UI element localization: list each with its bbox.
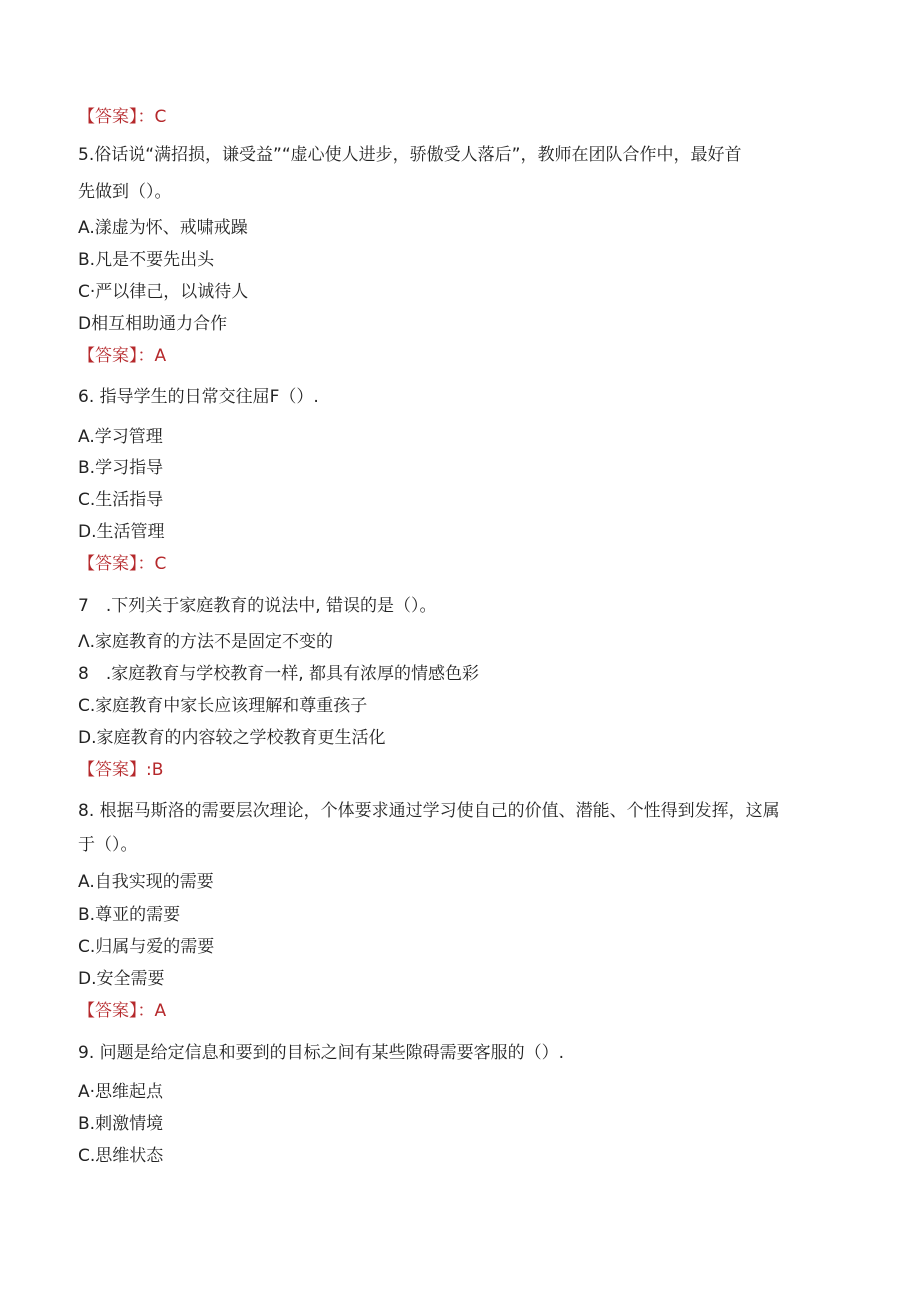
- answer-line: 【答案】：C: [78, 554, 167, 574]
- question-7-option-d: D.家庭教育的内容较之学校教育更生活化: [78, 728, 386, 748]
- question-5-option-a: A.漾虚为怀、戒啸戒躁: [78, 218, 248, 238]
- question-6-option-c: C.生活指导: [78, 490, 164, 510]
- question-6-option-b: B.学习指导: [78, 458, 164, 478]
- question-8-line-1: 8. 根据马斯洛的需要层次理论，个体要求通过学习使自己的价值、潜能、个性得到发挥，这属: [78, 801, 780, 821]
- question-9: 9. 问题是给定信息和要到的目标之间有某些隙碍需要客服的（）.: [78, 1043, 565, 1063]
- question-5-line-2: 先做到（）。: [78, 182, 172, 202]
- question-7-option-c: C.家庭教育中家长应该理解和尊重孩子: [78, 696, 368, 716]
- question-8-option-b: B.尊亚的需要: [78, 905, 181, 925]
- question-9-option-a: A·思维起点: [78, 1082, 164, 1102]
- answer-line: 【答案】：C: [78, 107, 167, 127]
- question-6: 6. 指导学生的日常交往屈F（）.: [78, 387, 319, 407]
- question-9-option-b: B.刺激情境: [78, 1114, 164, 1134]
- question-8-option-c: C.归属与爱的需要: [78, 937, 215, 957]
- question-5-option-c: C·严以律己，以诚待人: [78, 282, 249, 302]
- question-8-option-a: A.自我实现的需要: [78, 872, 214, 892]
- question-7-option-b: 8 .家庭教育与学校教育一样, 都具有浓厚的情感色彩: [78, 664, 480, 684]
- question-9-option-c: C.思维状态: [78, 1146, 164, 1166]
- question-8-line-2: 于（）。: [78, 835, 138, 855]
- question-5-option-b: B.凡是不要先出头: [78, 250, 215, 270]
- question-6-option-a: A.学习管理: [78, 427, 163, 447]
- answer-line: 【答案】：A: [78, 346, 167, 366]
- answer-line: 【答案】：A: [78, 1001, 167, 1021]
- question-6-option-d: D.生活管理: [78, 522, 165, 542]
- question-8-option-d: D.安全需要: [78, 969, 165, 989]
- question-5-option-d: D相互相助通力合作: [78, 314, 228, 334]
- question-5-line-1: 5.俗话说“满招损，谦受益”“虚心使人进步，骄傲受人落后”，教师在团队合作中，最好首: [78, 145, 742, 165]
- question-7: 7 .下列关于家庭教育的说法中, 错误的是（）。: [78, 596, 437, 616]
- answer-line: 【答案】:B: [78, 760, 164, 780]
- question-7-option-a: Λ.家庭教育的方法不是固定不变的: [78, 632, 334, 652]
